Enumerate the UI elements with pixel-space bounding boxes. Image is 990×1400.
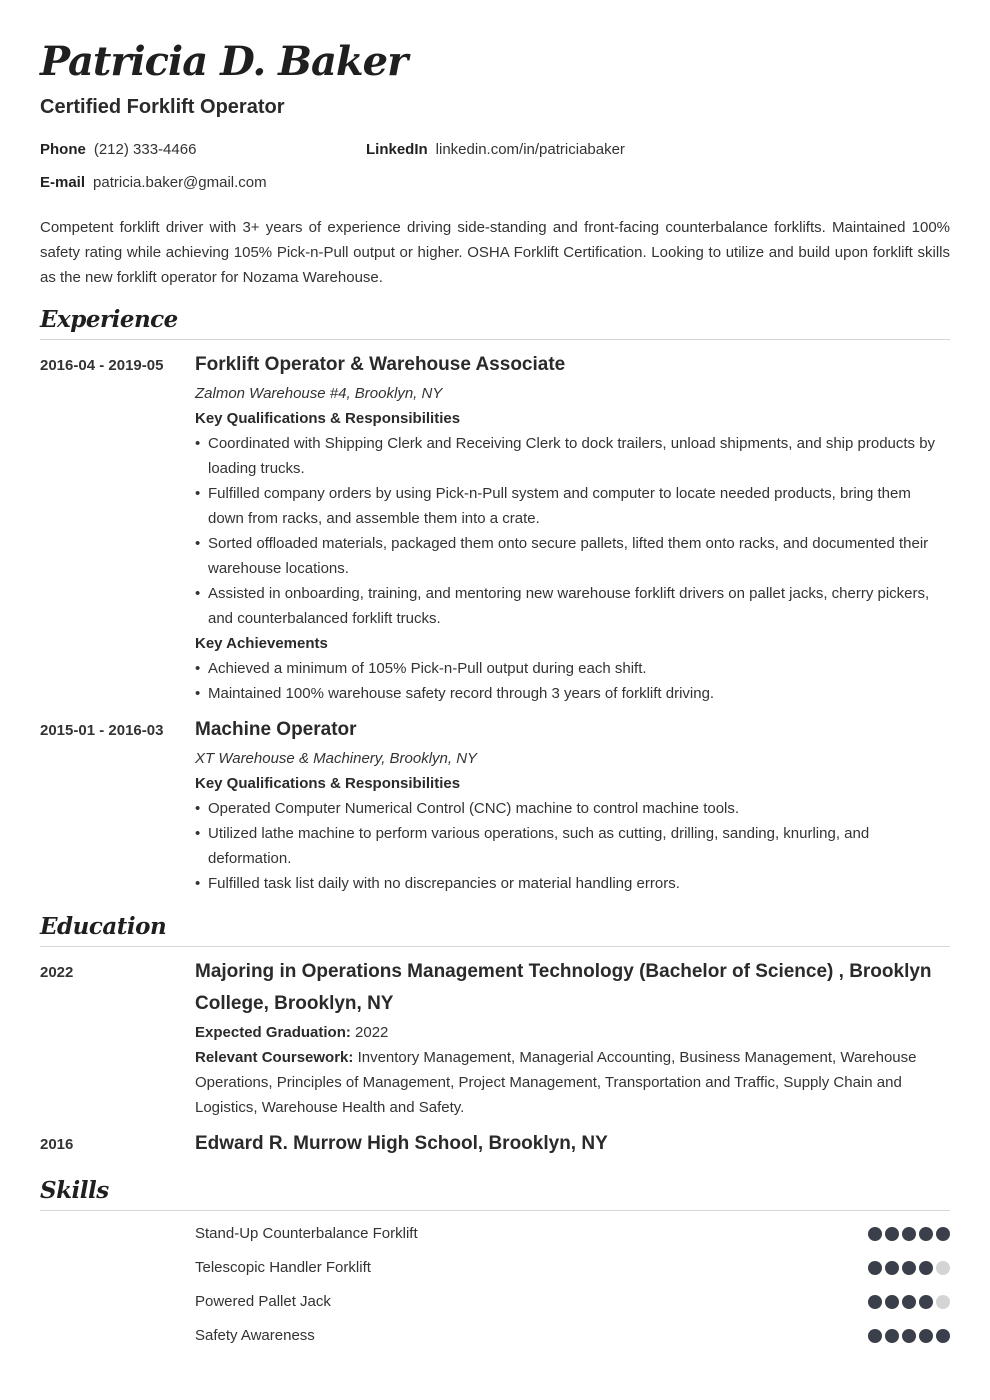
skill-row xyxy=(195,1325,950,1347)
job-entry xyxy=(195,352,950,706)
achievements-heading: Key Achievements xyxy=(195,635,328,652)
list-item: • Fulfilled company orders by using Pick-n-Pull system and computer to locate needed products, bring them down from racks, and assemble them into a crate. xyxy=(195,481,950,531)
coursework-label: Relevant Coursework: xyxy=(195,1049,354,1066)
skills-heading: Skills xyxy=(40,1177,109,1204)
contact-linkedin xyxy=(366,140,625,160)
job-role: Machine Operator xyxy=(195,719,357,740)
email-link[interactable]: patricia.baker@gmail.com xyxy=(93,174,267,191)
list-item: • Coordinated with Shipping Clerk and Receiving Clerk to dock trailers, unload shipments, and ship products by loading trucks. xyxy=(195,431,950,481)
skills-divider xyxy=(40,1210,950,1211)
rating-dot-filled xyxy=(919,1329,933,1343)
education-year: 2022 xyxy=(40,964,74,981)
rating-dot-filled xyxy=(885,1227,899,1241)
degree-title: Majoring in Operations Management Technology (Bachelor of Science) , Brooklyn College, Brooklyn, NY xyxy=(195,961,932,1014)
linkedin-label: LinkedIn xyxy=(366,141,428,158)
candidate-title: Certified Forklift Operator xyxy=(40,96,285,118)
rating-dot-filled xyxy=(885,1261,899,1275)
rating-dot-filled xyxy=(868,1227,882,1241)
list-item: • Operated Computer Numerical Control (CNC) machine to control machine tools. xyxy=(195,796,950,821)
skill-rating xyxy=(868,1295,950,1309)
rating-dot-filled xyxy=(902,1295,916,1309)
education-heading: Education xyxy=(40,913,167,940)
rating-dot-empty xyxy=(936,1261,950,1275)
rating-dot-filled xyxy=(919,1295,933,1309)
summary-paragraph: Competent forklift driver with 3+ years of experience driving side-standing and front-facing counterbalance forklifts. Maintained 100% safety rating while achieving 105% Pick-n-Pull output or higher. OSHA Forklift Certification. Looking to utilize and build upon forklift skills as the new forklift operator for Nozama Warehouse. xyxy=(40,219,950,286)
rating-dot-empty xyxy=(936,1295,950,1309)
skill-name: Telescopic Handler Forklift xyxy=(195,1259,371,1276)
list-item: • Assisted in onboarding, training, and mentoring new warehouse forklift drivers on pallet jacks, cherry pickers, and counterbalanced forklift trucks. xyxy=(195,581,950,631)
list-item: • Sorted offloaded materials, packaged them onto secure pallets, lifted them onto racks, and documented their warehouse locations. xyxy=(195,531,950,581)
responsibilities-list xyxy=(195,431,950,631)
skill-row xyxy=(195,1257,950,1279)
qualifications-heading: Key Qualifications & Responsibilities xyxy=(195,775,461,792)
responsibilities-list xyxy=(195,796,950,896)
list-item: • Maintained 100% warehouse safety record through 3 years of forklift driving. xyxy=(195,681,950,706)
rating-dot-filled xyxy=(919,1261,933,1275)
list-item: • Fulfilled task list daily with no discrepancies or material handling errors. xyxy=(195,871,950,896)
education-divider xyxy=(40,946,950,947)
experience-divider xyxy=(40,339,950,340)
coursework xyxy=(195,1045,950,1120)
job-company: Zalmon Warehouse #4, Brooklyn, NY xyxy=(195,385,443,402)
list-item: • Achieved a minimum of 105% Pick-n-Pull output during each shift. xyxy=(195,656,950,681)
job-role: Forklift Operator & Warehouse Associate xyxy=(195,354,566,375)
rating-dot-filled xyxy=(902,1329,916,1343)
skill-rating xyxy=(868,1261,950,1275)
achievements-list xyxy=(195,656,950,706)
job-company: XT Warehouse & Machinery, Brooklyn, NY xyxy=(195,750,478,767)
rating-dot-filled xyxy=(868,1329,882,1343)
linkedin-link[interactable]: linkedin.com/in/patriciabaker xyxy=(435,141,625,158)
rating-dot-filled xyxy=(885,1295,899,1309)
education-year: 2016 xyxy=(40,1136,74,1153)
graduation-label: Expected Graduation: xyxy=(195,1024,351,1041)
phone-value[interactable]: (212) 333-4466 xyxy=(93,141,197,158)
coursework-value: Inventory Management, Managerial Accounting, Business Management, Warehouse Operations, Principles of Management, Project Management, Transportation and Traffic, Supply Chain and Logistics, Warehouse Health and Safety. xyxy=(195,1049,917,1116)
job-dates: 2016-04 - 2019-05 xyxy=(40,357,164,374)
expected-graduation xyxy=(195,1020,950,1045)
job-entry xyxy=(195,717,950,896)
education-entry xyxy=(195,1128,950,1160)
rating-dot-filled xyxy=(902,1227,916,1241)
skill-name: Stand-Up Counterbalance Forklift xyxy=(195,1225,418,1242)
rating-dot-filled xyxy=(868,1295,882,1309)
rating-dot-filled xyxy=(936,1329,950,1343)
skill-rating xyxy=(868,1227,950,1241)
rating-dot-filled xyxy=(919,1227,933,1241)
list-item: • Utilized lathe machine to perform various operations, such as cutting, drilling, sanding, knurling, and deformation. xyxy=(195,821,950,871)
degree-title: Edward R. Murrow High School, Brooklyn, NY xyxy=(195,1133,608,1154)
contact-phone xyxy=(40,140,196,160)
experience-heading: Experience xyxy=(40,306,178,333)
email-label: E-mail xyxy=(40,174,86,191)
skill-name: Safety Awareness xyxy=(195,1327,315,1344)
graduation-value: 2022 xyxy=(355,1024,389,1041)
contact-email xyxy=(40,173,267,193)
skill-row xyxy=(195,1223,950,1245)
job-dates: 2015-01 - 2016-03 xyxy=(40,722,164,739)
phone-label: Phone xyxy=(40,141,86,158)
candidate-name: Patricia D. Baker xyxy=(40,38,408,85)
education-entry xyxy=(195,956,950,1120)
skill-name: Powered Pallet Jack xyxy=(195,1293,331,1310)
rating-dot-filled xyxy=(868,1261,882,1275)
skill-row xyxy=(195,1291,950,1313)
rating-dot-filled xyxy=(936,1227,950,1241)
rating-dot-filled xyxy=(902,1261,916,1275)
rating-dot-filled xyxy=(885,1329,899,1343)
qualifications-heading: Key Qualifications & Responsibilities xyxy=(195,410,461,427)
skill-rating xyxy=(868,1329,950,1343)
